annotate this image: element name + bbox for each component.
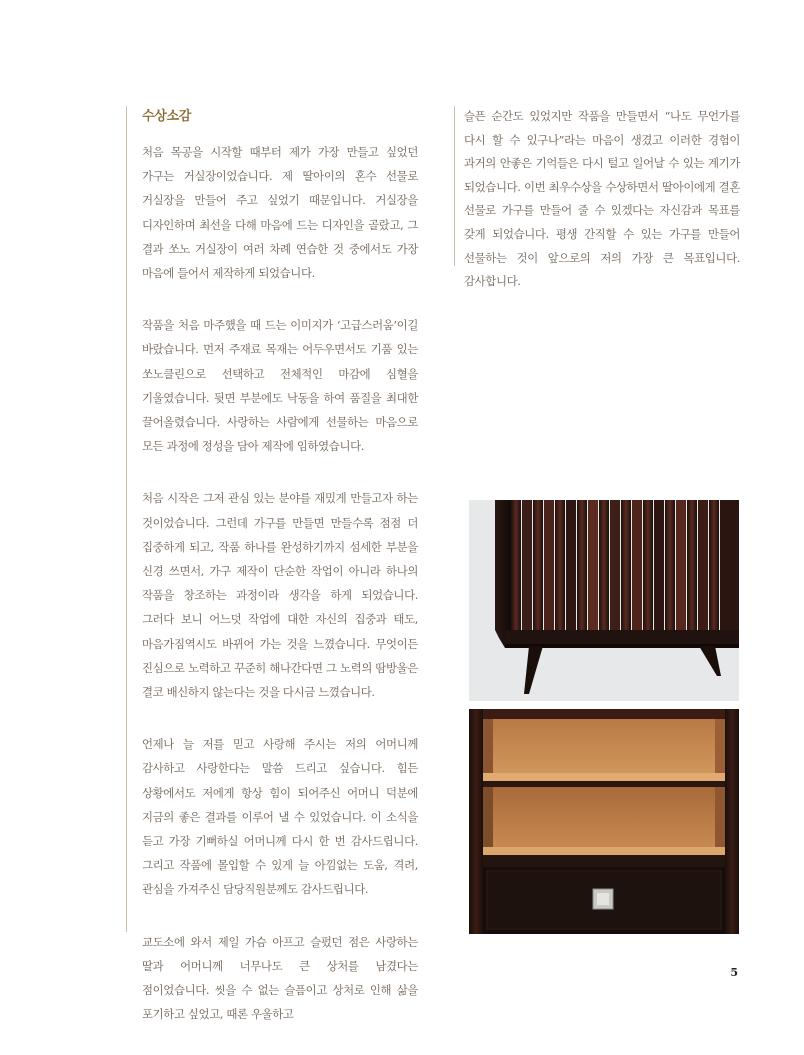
left-column-rule xyxy=(126,106,127,932)
page-number: 5 xyxy=(730,966,738,979)
cabinet-corner-photo xyxy=(469,500,739,701)
right-column-rule xyxy=(454,106,455,266)
paragraph: 언제나 늘 저를 믿고 사랑해 주시는 저의 어머니께 감사하고 사랑한다는 말씀 드리고 싶습니다. 힘든 상황에서도 저에게 항상 힘이 되어주신 어머니 덕분에 지금의 좋은 결과를 이루어 낼 수 있었습니다. 이 소식을 듣고 가장 기뻐하실 어머니께 다시 한 번 감사드립니다. 그리고 작품에 몰입할 수 있게 늘 아낌없는 도움, 격려, 관심을 가져주신 담당직원분께도 감사드립니다. xyxy=(142,737,418,897)
cabinet-interior-illustration xyxy=(469,709,739,934)
left-column xyxy=(142,105,418,1055)
paragraph: 처음 목공을 시작할 때부터 제가 가장 만들고 싶었던 가구는 거실장이었습니다. 제 딸아이의 혼수 선물로 거실장을 만들어 주고 싶었기 때문입니다. 거실장을 디자인하며 최선을 다해 마음에 드는 디자인을 골랐고, 그 결과 쏘노 거실장이 여러 차례 연습한 것 중에서도 가장 마음에 들어서 제작하게 되었습니다. xyxy=(142,145,418,281)
section-heading: 수상소감 xyxy=(142,109,192,124)
cabinet-interior-photo xyxy=(469,709,739,934)
paragraph: 작품을 처음 마주했을 때 드는 이미지가 ‘고급스러움’이길 바랐습니다. 먼저 주재료 목재는 어두우면서도 기품 있는 쏘노클린으로 선택하고 전체적인 마감에 심혈을 기울였습니다. 뒷면 부분에도 낙동을 하여 품질을 최대한 끌어올렸습니다. 사랑하는 사람에게 선물하는 마음으로 모든 과정에 정성을 담아 제작에 임하였습니다. xyxy=(142,318,418,454)
paragraph: 교도소에 와서 제일 가슴 아프고 슬펐던 점은 사랑하는 딸과 어머니께 너무나도 큰 상처를 남겼다는 점이었습니다. 씻을 수 없는 슬픔이고 상처로 인해 삶을 포기하고 싶었고, 때론 우울하고 xyxy=(142,934,418,1022)
right-column xyxy=(464,105,740,322)
paragraph: 슬픈 순간도 있었지만 작품을 만들면서 “나도 무언가를 다시 할 수 있구나”라는 마음이 생겼고 이러한 경험이 과거의 안좋은 기억들은 다시 털고 일어날 수 있는 계기가 되었습니다. 이번 최우수상을 수상하면서 딸아이에게 결혼 선물로 가구를 만들어 줄 수 있겠다는 자신감과 목표를 갖게 되었습니다. 평생 간직할 수 있는 가구를 만들어 선물하는 것이 앞으로의 저의 가장 큰 목표입니다. 감사합니다. xyxy=(464,109,740,289)
cabinet-corner-illustration xyxy=(469,500,739,701)
paragraph: 처음 시작은 그저 관심 있는 분야를 재밌게 만들고자 하는 것이었습니다. 그런데 가구를 만들면 만들수록 점점 더 집중하게 되고, 작품 하나를 완성하기까지 섬세한 부분을 신경 쓰면서, 가구 제작이 단순한 작업이 아니라 하나의 작품을 창조하는 과정이라 생각을 하게 되었습니다. 그러다 보니 어느덧 작업에 대한 자신의 집중과 태도, 마음가짐역시도 바뀌어 가는 것을 느꼈습니다. 무엇이든 진심으로 노력하고 꾸준히 해나간다면 그 노력의 땀방울은 결코 배신하지 않는다는 것을 다시금 느꼈습니다. xyxy=(142,491,418,700)
